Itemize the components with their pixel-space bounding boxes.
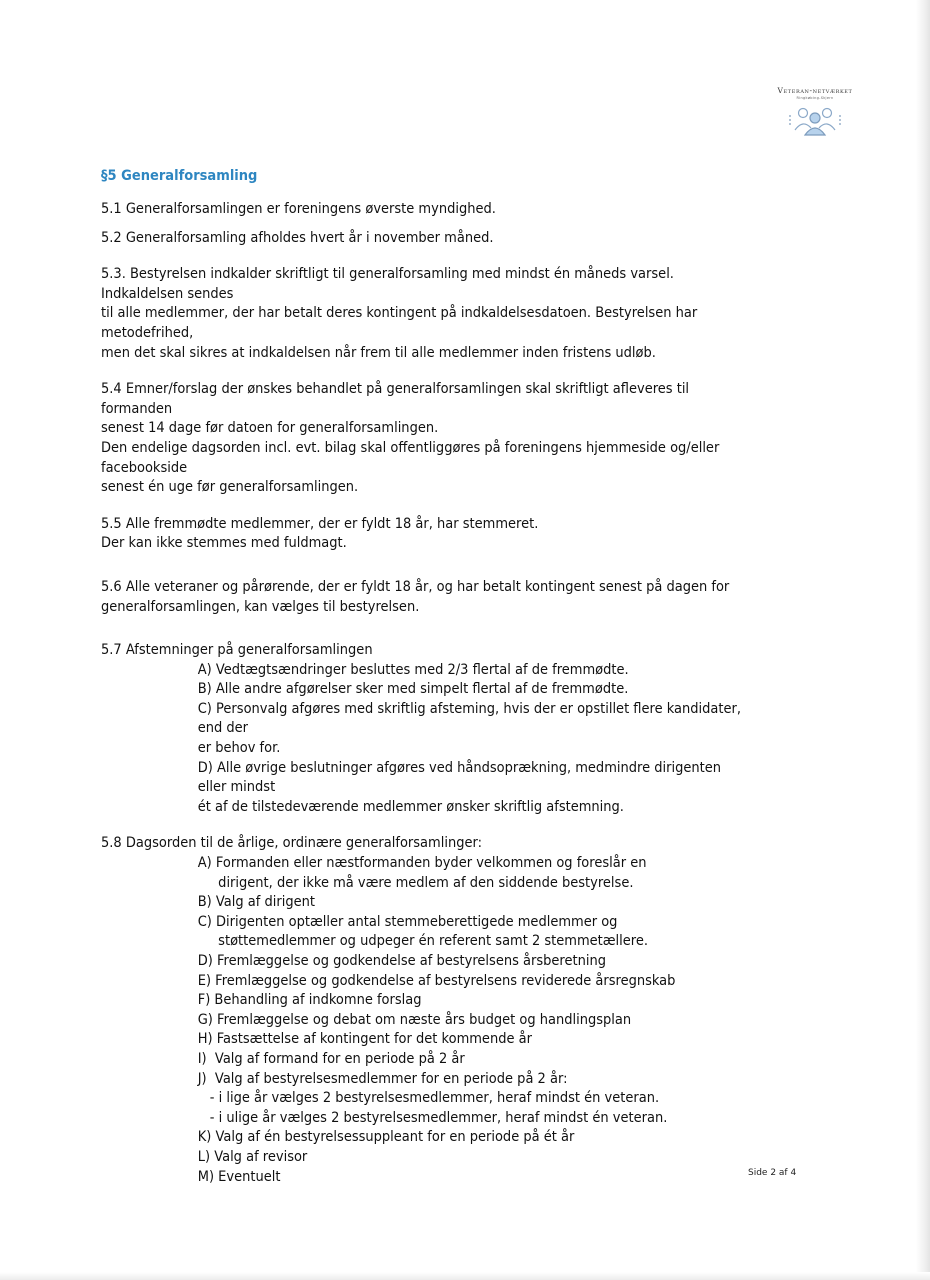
agenda-item-j-even-years: - i lige år vælges 2 bestyrelsesmedlemmer, heraf mindst én veteran. [209,1090,660,1107]
paragraph-5-1: 5.1 Generalforsamlingen er foreningens øverste myndighed. [101,201,496,217]
voting-rule-b: B) Alle andre afgørelser sker med simpelt flertal af de fremmødte. [197,681,629,698]
voting-rule-c: C) Personvalg afgøres med skriftlig afsteming, hvis der er opstillet flere kandidater, end der [197,700,742,737]
voting-rule-d: D) Alle øvrige beslutninger afgøres ved håndsoprækning, medmindre dirigenten eller mindst [197,759,721,796]
paragraph-5-6-line: 5.6 Alle veteraner og pårørende, der er fyldt 18 år, og har betalt kontingent senest på dagen for [101,578,730,595]
paragraph-5-8-title: 5.8 Dagsorden til de årlige, ordinære generalforsamlinger: [101,835,482,852]
paragraph-5-4-line: Den endelige dagsorden incl. evt. bilag skal offentliggøres på foreningens hjemmeside og/eller facebookside [101,439,720,476]
page-bottom-edge [0,1272,930,1280]
agenda-item-c: C) Dirigenten optæller antal stemmeberettigede medlemmer og [197,913,618,930]
agenda-item-e: E) Fremlæggelse og godkendelse af bestyrelsens reviderede årsregnskab [197,972,676,989]
page-edge-shadow [916,0,930,1280]
agenda-item-j: J) Valg af bestyrelsesmedlemmer for en periode på 2 år: [197,1070,568,1087]
voting-rule-a: A) Vedtægtsændringer besluttes med 2/3 flertal af de fremmødte. [197,661,629,678]
voting-rule-d-cont: ét af de tilstedeværende medlemmer ønsker skriftlig afstemning. [197,798,624,815]
agenda-item-d: D) Fremlæggelse og godkendelse af bestyrelsens årsberetning [197,953,606,969]
paragraph-5-5-line: 5.5 Alle fremmødte medlemmer, der er fyldt 18 år, har stemmeret. [101,515,539,532]
agenda-item-i: I) Valg af formand for en periode på 2 år [197,1050,465,1067]
paragraph-5-5-line: Der kan ikke stemmes med fuldmagt. [101,535,347,552]
paragraph-5-3-line: til alle medlemmer, der har betalt deres kontingent på indkaldelsesdatoen. Bestyrelsen har metodefrihed, [101,305,698,341]
paragraph-5-7-title: 5.7 Afstemninger på generalforsamlingen [101,642,373,659]
agenda-item-h: H) Fastsættelse af kontingent for det kommende år [197,1031,532,1048]
agenda-item-f: F) Behandling af indkomne forslag [197,992,422,1009]
agenda-item-b: B) Valg af dirigent [197,894,315,911]
paragraph-5-3-line: men det skal sikres at indkaldelsen når frem til alle medlemmer inden fristens udløb. [101,344,656,361]
people-group-icon [786,104,844,136]
logo-name: Veteran-netværket [777,86,853,95]
organization-logo [760,86,870,136]
agenda-item-m: M) Eventuelt [197,1168,281,1185]
paragraph-5-3-line: 5.3. Bestyrelsen indkalder skriftligt til generalforsamling med mindst én måneds varsel. Indkaldelsen sendes [101,266,674,302]
agenda-item-a: A) Formanden eller næstformanden byder velkommen og foreslår en [197,855,647,872]
agenda-item-c-cont: støttemedlemmer og udpeger én referent samt 2 stemmetællere. [218,933,649,950]
document-body [101,200,752,1187]
logo-subtitle: Ringkøbing-Skjern [796,96,834,100]
paragraph-5-2: 5.2 Generalforsamling afholdes hvert år i november måned. [101,229,494,246]
agenda-item-k: K) Valg af én bestyrelsessuppleant for en periode på ét år [197,1129,575,1146]
paragraph-5-4-line: senest 14 dage før datoen for generalforsamlingen. [101,420,439,437]
agenda-item-j-odd-years: - i ulige år vælges 2 bestyrelsesmedlemmer, heraf mindst én veteran. [209,1109,668,1126]
section-heading: §5 Generalforsamling [101,168,258,184]
agenda-item-g: G) Fremlæggelse og debat om næste års budget og handlingsplan [197,1011,632,1028]
voting-rule-c-cont: er behov for. [197,740,281,757]
paragraph-5-6-line: generalforsamlingen, kan vælges til bestyrelsen. [101,598,420,615]
paragraph-5-4-line: 5.4 Emner/forslag der ønskes behandlet på generalforsamlingen skal skriftligt afleveres til formanden [101,381,690,417]
agenda-item-l: L) Valg af revisor [197,1148,308,1165]
page-number: Side 2 af 4 [748,1168,797,1178]
agenda-item-a-cont: dirigent, der ikke må være medlem af den siddende bestyrelse. [218,874,634,891]
paragraph-5-4-line: senest én uge før generalforsamlingen. [101,479,359,496]
